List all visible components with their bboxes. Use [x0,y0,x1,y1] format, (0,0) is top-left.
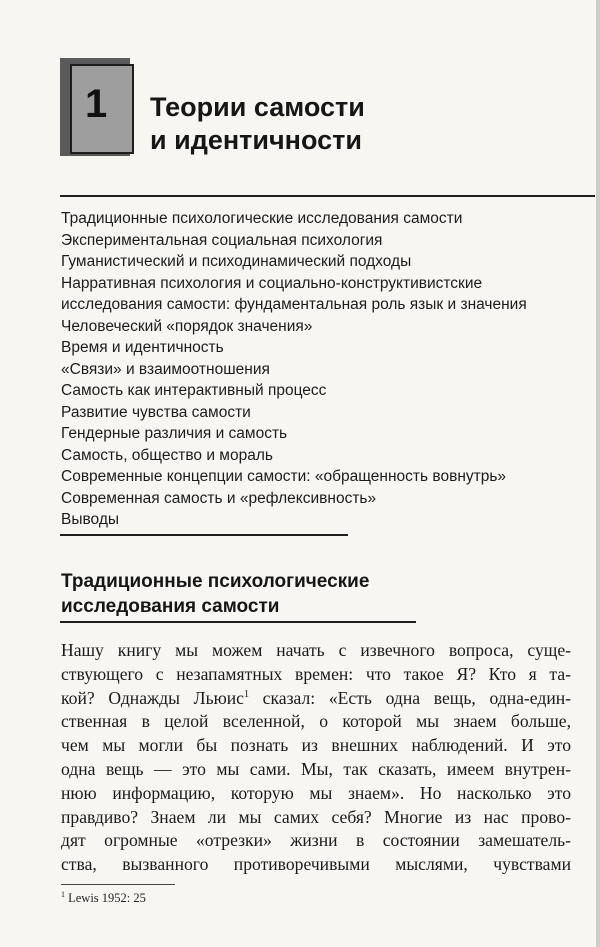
footnote [61,891,146,906]
body-line: правдиво? Знаем ли мы самих себя? Многие из нас прово- [61,806,571,827]
toc-item: Самость, общество и мораль [61,446,273,464]
section-heading [61,569,369,619]
body-text-run: сказал: «Есть одна вещь, одна-един- [248,687,572,708]
chapter-contents-list [61,208,527,531]
body-line: нюю информацию, которую мы знаем». Но насколько это [61,782,571,803]
chapter-number: 1 [85,82,108,126]
footnote-mark: 1 [61,889,65,899]
toc-bottom-rule [60,534,348,536]
toc-item: Время и идентичность [61,339,224,356]
body-line: одна вещь — это мы сами. Мы, так сказать, имеем внутрен- [61,758,571,779]
footnote-rule [61,884,175,885]
toc-item: Гуманистический и психодинамический подходы [61,253,412,270]
body-line: Нашу книгу мы можем начать с извечного вопроса, суще- [61,640,571,660]
toc-item: Современная самость и «рефлексивность» [61,489,377,507]
toc-item: исследования самости: фундаментальная роль язык и значения [61,296,527,313]
body-line: ственная в целой вселенной, о которой мы знаем больше, [61,711,571,732]
footnote-reference[interactable]: 1 [243,688,249,700]
chapter-title-line-1: Теории самости [150,92,365,122]
page-edge [596,0,600,947]
toc-item: Гендерные различия и самость [61,425,288,442]
body-line: чем мы могли бы познать из внешних наблюдений. И это [61,735,571,756]
body-line: ства, вызванного противоречивыми мыслями, чувствами [61,854,571,875]
toc-item: Экспериментальная социальная психология [61,231,383,249]
chapter-title [150,91,365,157]
section-heading-line-2: исследования самости [61,596,280,617]
toc-item: Выводы [61,511,120,528]
toc-item: Самость как интерактивный процесс [61,382,327,399]
body-paragraph [61,639,571,877]
toc-item: Развитие чувства самости [61,403,251,421]
body-text-run: кой? Однажды Льюис [61,687,244,708]
chapter-title-line-2: и идентичности [150,125,362,155]
toc-item: Традиционные психологические исследования самости [61,210,463,227]
footnote-text: Lewis 1952: 25 [65,891,146,905]
toc-item: Нарративная психология и социально-конструктивистские [61,274,483,292]
section-heading-rule [60,621,416,623]
body-line: дят огромные «отрезки» жизни в состоянии замешатель- [61,830,571,851]
toc-item: «Связи» и взаимоотношения [61,360,270,378]
section-heading-line-1: Традиционные психологические [61,571,370,592]
toc-top-rule [60,195,595,197]
toc-item: Современные концепции самости: «обращенность вовнутрь» [61,468,507,485]
toc-item: Человеческий «порядок значения» [61,317,313,335]
body-line [61,687,571,711]
body-line: ствующего с незапамятных времен: что такое Я? Кто я та- [61,663,571,684]
